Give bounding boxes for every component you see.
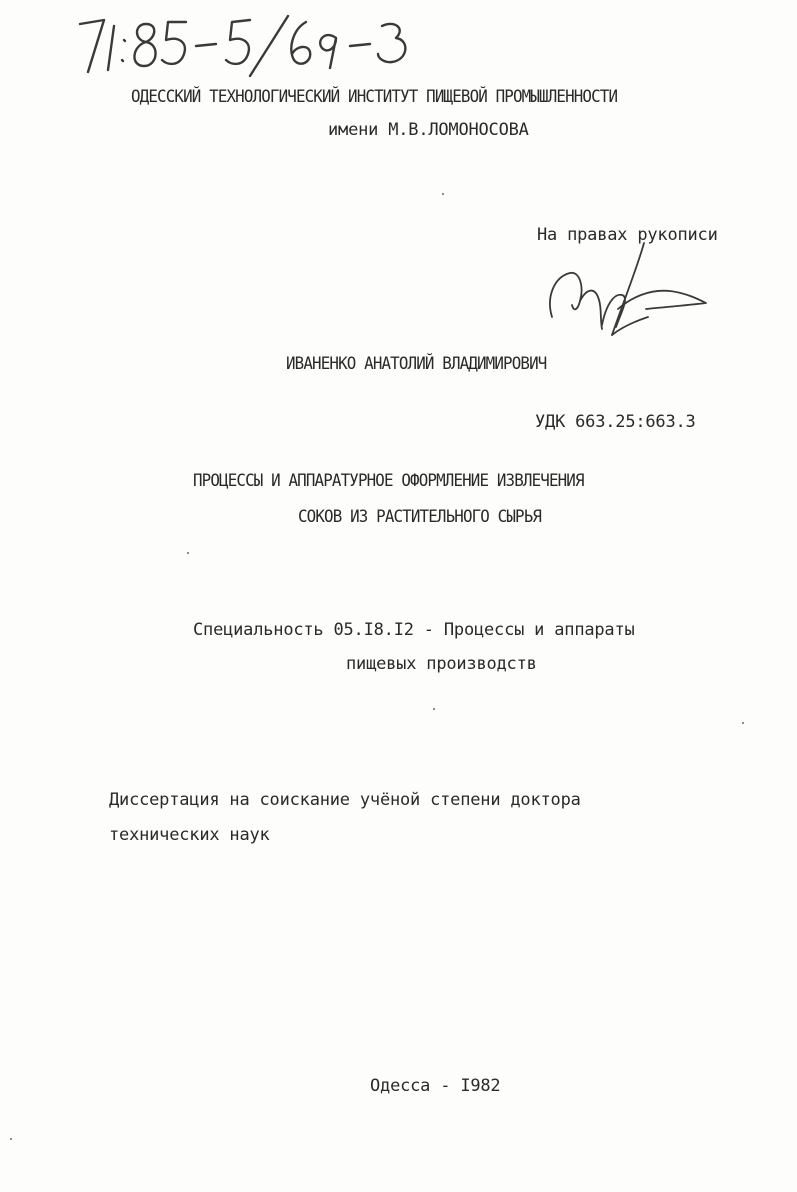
specialty-line-2: пищевых производств: [346, 654, 537, 674]
author-name: ИВАНЕНКО АНАТОЛИЙ ВЛАДИМИРОВИЧ: [286, 354, 547, 374]
specialty-line-1: Специальность 05.I8.I2 - Процессы и аппараты: [193, 620, 635, 640]
dissertation-title-line-2: СОКОВ ИЗ РАСТИТЕЛЬНОГО СЫРЬЯ: [298, 507, 542, 527]
speck: [742, 722, 744, 724]
institute-named-after: имени М.В.ЛОМОНОСОВА: [328, 120, 529, 140]
speck: [442, 193, 444, 195]
place-and-year: Одесса - I982: [370, 1076, 501, 1096]
author-signature: [540, 235, 715, 345]
dissertation-title-line-1: ПРОЦЕССЫ И АППАРАТУРНОЕ ОФОРМЛЕНИЕ ИЗВЛЕЧЕНИЯ: [193, 471, 584, 491]
manuscript-rights: На правах рукописи: [537, 225, 718, 245]
speck: [187, 552, 189, 554]
dissertation-degree-line-2: технических наук: [109, 825, 270, 845]
udc-code: УДК 663.25:663.3: [535, 412, 696, 432]
speck: [10, 1138, 12, 1140]
speck: [433, 708, 435, 710]
dissertation-degree-line-1: Диссертация на соискание учёной степени доктора: [109, 790, 581, 810]
handwritten-archive-number: [74, 10, 424, 80]
institute-name: ОДЕССКИЙ ТЕХНОЛОГИЧЕСКИЙ ИНСТИТУТ ПИЩЕВОЙ ПРОМЫШЛЕННОСТИ: [131, 87, 618, 107]
